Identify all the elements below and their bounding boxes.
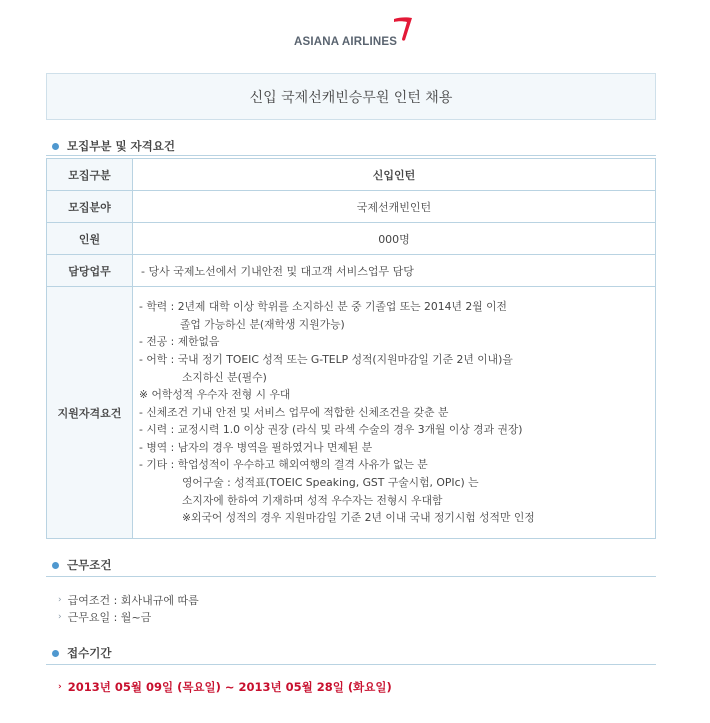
section-divider	[46, 664, 656, 665]
requirements-table	[46, 158, 656, 539]
chevron-right-icon: ›	[58, 612, 62, 622]
qualification-line: ※외국어 성적의 경우 지원마감일 기준 2년 이내 국내 정기시험 성적만 인정	[182, 511, 535, 525]
row-label: 담당업무	[47, 255, 133, 287]
row-value: 국제선캐빈인턴	[133, 191, 656, 223]
logo-text: ASIANA AIRLINES	[294, 36, 398, 48]
table-row	[47, 223, 656, 255]
section-heading-recruit: 모집부분 및 자격요건	[52, 138, 175, 154]
table-row	[47, 159, 656, 191]
qualification-line: 졸업 가능하신 분(재학생 지원가능)	[180, 317, 345, 331]
row-label: 지원자격요건	[47, 287, 133, 539]
list-item: › 근무요일 : 월~금	[58, 611, 152, 624]
qualification-line: ※ 어학성적 우수자 전형 시 우대	[139, 388, 291, 402]
qualification-line: - 신체조건 기내 안전 및 서비스 업무에 적합한 신체조건을 갖춘 분	[139, 405, 449, 419]
section-heading-work: 근무조건	[52, 557, 111, 573]
qualification-line: - 학력 : 2년제 대학 이상 학위를 소지하신 분 중 기졸업 또는 2014년 2월 이전	[139, 300, 507, 314]
table-header-value: 신입인턴	[133, 159, 656, 191]
asiana-logo	[292, 16, 432, 50]
row-label: 모집분야	[47, 191, 133, 223]
qualification-line: - 어학 : 국내 정기 TOEIC 성적 또는 G-TELP 성적(지원마감일 기준 2년 이내)을	[139, 352, 513, 366]
qualification-line: 영어구술 : 성적표(TOEIC Speaking, GST 구술시험, OPIc) 는	[182, 476, 479, 490]
bullet-dot-icon	[52, 143, 59, 150]
qualification-line: 소지하신 분(필수)	[182, 370, 267, 384]
row-value: 000명	[133, 223, 656, 255]
row-label: 인원	[47, 223, 133, 255]
qualification-line: - 시력 : 교정시력 1.0 이상 권장 (라식 및 라섹 수술의 경우 3개월 이상 경과 권장)	[139, 423, 523, 437]
section-divider	[46, 576, 656, 577]
table-row	[47, 255, 656, 287]
list-item: › 급여조건 : 회사내규에 따름	[58, 594, 199, 607]
section-divider	[46, 155, 656, 156]
qualification-list	[133, 287, 656, 539]
row-value: - 당사 국제노선에서 기내안전 및 대고객 서비스업무 담당	[133, 255, 656, 287]
section-heading-period: 접수기간	[52, 645, 111, 661]
qualification-line: - 병역 : 남자의 경우 병역을 필하였거나 면제된 분	[139, 440, 373, 454]
chevron-right-icon: ›	[58, 682, 62, 692]
qualification-line: - 전공 : 제한없음	[139, 335, 220, 349]
table-row	[47, 191, 656, 223]
table-header-label: 모집구분	[47, 159, 133, 191]
chevron-right-icon: ›	[58, 595, 62, 605]
table-row	[47, 287, 656, 539]
qualification-line: - 기타 : 학업성적이 우수하고 해외여행의 결격 사유가 없는 분	[139, 458, 428, 472]
bullet-dot-icon	[52, 562, 59, 569]
application-period: › 2013년 05월 09일 (목요일) ~ 2013년 05월 28일 (화요일)	[58, 680, 392, 694]
bullet-dot-icon	[52, 650, 59, 657]
page-title: 신입 국제선캐빈승무원 인턴 채용	[249, 89, 453, 106]
qualification-line: 소지자에 한하여 기재하며 성적 우수자는 전형시 우대함	[182, 493, 443, 507]
title-banner	[46, 73, 656, 120]
